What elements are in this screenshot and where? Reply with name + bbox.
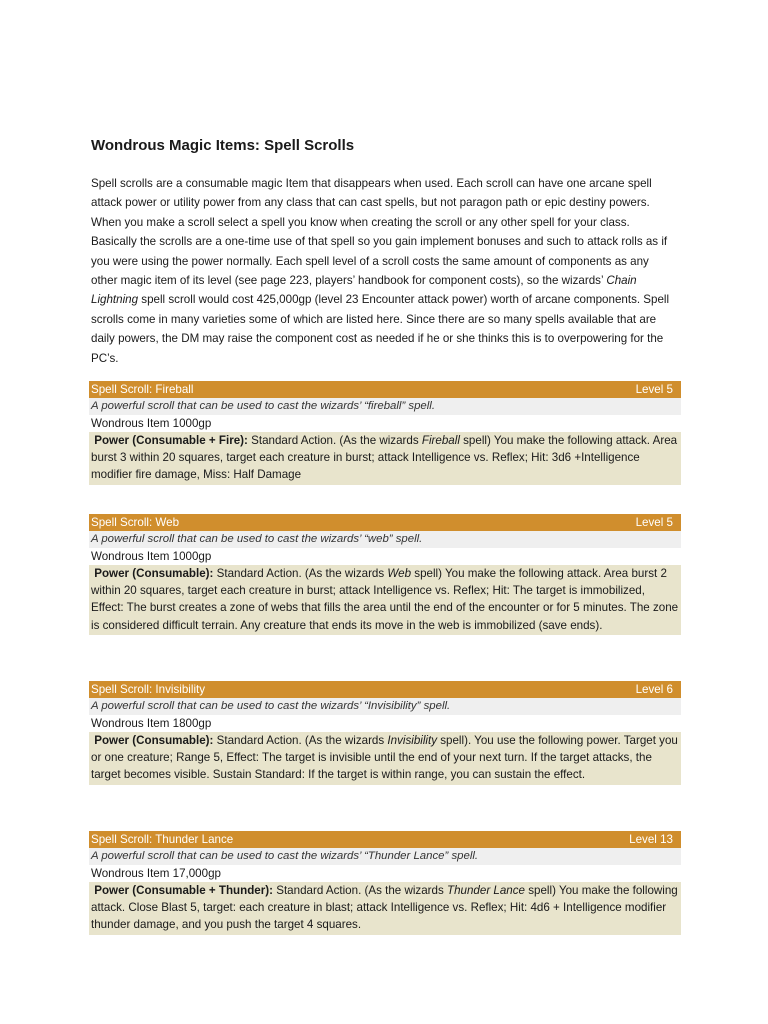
power-lead: Power (Consumable + Thunder): <box>94 884 273 897</box>
intro-text-part1: Spell scrolls are a consumable magic Item that disappears when used. Each scroll can have one arcane spell attack power or utility power from any class that can cast spells, but not paragon path or epic destiny powers. When you make a scroll select a spell you know when creating the scroll or any other spell for your class. Basically the scrolls are a one-time use of that spell so you gain implement bonuses and such to attack rolls as if you were using the power normally. Each spell level of a scroll costs the same amount of components as any other magic item of its level (see page 223, players’ handbook for component costs), so the wizards’ <box>91 177 668 288</box>
page-title: Wondrous Magic Items: Spell Scrolls <box>91 137 355 154</box>
power-text-post: spell). You use the following power. Target you or one creature; Range 5, Effect: The target is invisible until the end of your next turn. If the target attacks, the target becomes visible. Sustain Standard: If the target is within range, you can sustain the effect. <box>91 734 678 782</box>
scroll-header <box>89 514 681 531</box>
scroll-card-fireball <box>89 381 681 485</box>
scroll-card-thunder-lance <box>89 831 681 935</box>
power-spell-name: Web <box>387 567 412 580</box>
power-text-pre: Standard Action. (As the wizards <box>213 567 388 580</box>
scroll-description: A powerful scroll that can be used to cast the wizards’ “Thunder Lance” spell. <box>89 848 681 865</box>
scroll-name: Spell Scroll: Invisibility <box>91 683 206 696</box>
power-text-post: spell) You make the following attack. Area burst 2 within 20 squares, target each creature in burst; attack Intelligence vs. Reflex; Hit: The target is immobilized, Effect: The burst creates a zone of webs that fills the area until the end of the encounter or for 5 minutes. The zone is considered difficult terrain. Any creature that ends its move in the web is immobilized (save ends). <box>91 567 679 632</box>
scroll-header <box>89 381 681 398</box>
scroll-level: Level 5 <box>635 383 673 396</box>
intro-paragraph <box>91 174 677 368</box>
power-text-pre: Standard Action. (As the wizards <box>273 884 447 897</box>
scroll-name: Spell Scroll: Fireball <box>91 383 194 396</box>
scroll-description: A powerful scroll that can be used to cast the wizards’ “web” spell. <box>89 531 681 548</box>
power-text-pre: Standard Action. (As the wizards <box>247 434 422 447</box>
scroll-header <box>89 831 681 848</box>
scroll-level: Level 13 <box>629 833 673 846</box>
power-spell-name: Thunder Lance <box>447 884 525 897</box>
scroll-power-block <box>89 565 681 635</box>
power-lead: Power (Consumable): <box>94 734 214 747</box>
power-text-pre: Standard Action. (As the wizards <box>213 734 388 747</box>
scroll-power-block <box>89 732 681 785</box>
scroll-item-price: Wondrous Item 1000gp <box>89 548 681 565</box>
power-spell-name: Fireball <box>421 434 460 447</box>
scroll-level: Level 5 <box>635 516 673 529</box>
power-text-post: spell) You make the following attack. Area burst 3 within 20 squares, target each creature in burst; attack Intelligence vs. Reflex; Hit: 3d6 +Intelligence modifier fire damage, Miss: Half Damage <box>91 434 678 482</box>
scroll-name: Spell Scroll: Thunder Lance <box>91 833 234 846</box>
scroll-name: Spell Scroll: Web <box>91 516 180 529</box>
intro-text-part2: spell scroll would cost 425,000gp (level 23 Encounter attack power) worth of arcane components. Spell scrolls come in many varieties some of which are listed here. Since there are so many spells available that are daily powers, the DM may raise the component cost as needed if he or she thinks this is to overpowering for the PC’s. <box>91 293 670 365</box>
scroll-card-web <box>89 514 681 635</box>
scroll-description: A powerful scroll that can be used to cast the wizards’ “fireball” spell. <box>89 398 681 415</box>
scroll-power-block <box>89 432 681 485</box>
power-lead: Power (Consumable + Fire): <box>94 434 248 447</box>
intro-italic-spell: Chain Lightning <box>91 274 637 307</box>
power-spell-name: Invisibility <box>387 734 438 747</box>
power-lead: Power (Consumable): <box>94 567 214 580</box>
scroll-power-block <box>89 882 681 935</box>
scroll-item-price: Wondrous Item 1000gp <box>89 415 681 432</box>
scroll-card-invisibility <box>89 681 681 785</box>
scroll-description: A powerful scroll that can be used to cast the wizards’ “Invisibility” spell. <box>89 698 681 715</box>
power-text-post: spell) You make the following attack. Close Blast 5, target: each creature in blast; attack Intelligence vs. Reflex; Hit: 4d6 + Intelligence modifier thunder damage, and you push the target 4 squares. <box>91 884 678 932</box>
scroll-level: Level 6 <box>635 683 673 696</box>
scroll-item-price: Wondrous Item 1800gp <box>89 715 681 732</box>
scroll-header <box>89 681 681 698</box>
scroll-item-price: Wondrous Item 17,000gp <box>89 865 681 882</box>
